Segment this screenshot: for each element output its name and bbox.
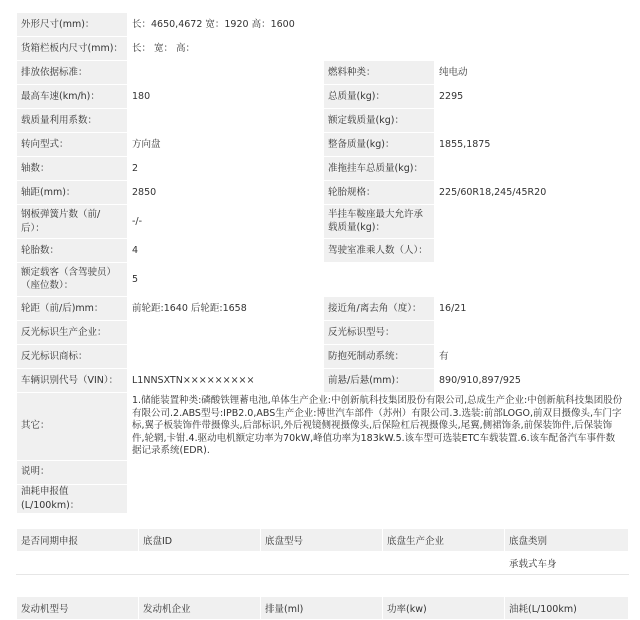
- label-abs: 防抱死制动系统：: [324, 345, 435, 369]
- label-dimensions: 外形尺寸(mm)：: [17, 13, 128, 37]
- value-total-mass: 2295: [435, 85, 629, 109]
- value-other: [128, 393, 629, 461]
- label-saddle-load: [324, 205, 435, 239]
- value-max-speed: 180: [128, 85, 324, 109]
- spec-row-track: [17, 297, 629, 321]
- label-saddle-load-text: 半挂车鞍座最大允许承载质量(kg)：: [328, 209, 424, 233]
- engine-header-cell: 油耗(L/100km): [505, 597, 629, 620]
- value-track-width: 前轮距:1640 后轮距:1658: [128, 297, 324, 321]
- value-emission-standard: [128, 61, 324, 85]
- chassis-cell: [17, 552, 139, 575]
- label-reflector-company: 反光标识生产企业：: [17, 321, 128, 345]
- spec-row-steering: [17, 133, 629, 157]
- engine-header-cell: 排量(ml): [261, 597, 383, 620]
- value-note: [128, 460, 629, 484]
- vehicle-spec-table: [16, 12, 629, 514]
- label-leaf-spring: 钢板弹簧片数（前/后）：: [17, 205, 128, 239]
- label-reflector-brand: 反光标识商标：: [17, 345, 128, 369]
- spec-row-dimensions: [17, 13, 629, 37]
- chassis-header-cell: 底盘型号: [261, 529, 383, 552]
- value-vin: L1NNSXTN×××××××××: [128, 369, 324, 393]
- chassis-header-cell: 是否同期申报: [17, 529, 139, 552]
- engine-table: [16, 596, 629, 620]
- label-vin: 车辆识别代号（VIN）：: [17, 369, 128, 393]
- chassis-header-cell: 底盘类别: [505, 529, 629, 552]
- label-approach-angle: 接近角/离去角（度）：: [324, 297, 435, 321]
- label-overhang: 前悬/后悬(mm)：: [324, 369, 435, 393]
- label-emission-standard: 排放依据标准：: [17, 61, 128, 85]
- chassis-cell: [261, 552, 383, 575]
- spec-row-cargo: [17, 37, 629, 61]
- label-load-coefficient: 载质量利用系数：: [17, 109, 128, 133]
- spec-row-tires: [17, 239, 629, 263]
- label-rated-load: 额定载质量(kg)：: [324, 109, 435, 133]
- spec-row-emission: [17, 61, 629, 85]
- spec-row-reflector-brand: [17, 345, 629, 369]
- value-steering-type: 方向盘: [128, 133, 324, 157]
- label-tire-spec: 轮胎规格：: [324, 181, 435, 205]
- value-curb-mass: 1855,1875: [435, 133, 629, 157]
- chassis-data-row: [17, 552, 629, 575]
- engine-header-cell: 发动机企业: [139, 597, 261, 620]
- value-fuel-consumption: [128, 484, 629, 513]
- label-note: 说明：: [17, 460, 128, 484]
- label-fuel-type: 燃料种类：: [324, 61, 435, 85]
- value-tire-count: 4: [128, 239, 324, 263]
- value-other-text: 1.储能装置种类:磷酸铁锂蓄电池,单体生产企业:中创新航科技集团股份有限公司,总成生产企业:中创新航科技集团股份有限公司.2.ABS型号:IPB2.0,ABS生产企业:博世汽车部件（苏州）有限公司.3.选装:前部LOGO,前双目摄像头,车门字标,翼子板装饰件带摄像头,后部标识,外后视镜侧视摄像头,后保险杠后视摄像头,尾翼,侧裙饰条,前保装饰件,后保装饰件,轮辋,卡钳.4.驱动电机额定功率为70kW,峰值功率为183kW.5.该车型可选装ETC车载装置.6.该车配备汽车事件数据记录系统(EDR).: [132, 395, 623, 456]
- value-load-coefficient: [128, 109, 324, 133]
- spec-row-fuel: [17, 484, 629, 513]
- spec-row-reflector-company: [17, 321, 629, 345]
- value-rated-load: [435, 109, 629, 133]
- label-other: 其它：: [17, 393, 128, 461]
- label-trailer-mass: 准拖挂车总质量(kg)：: [324, 157, 435, 181]
- chassis-cell: [139, 552, 261, 575]
- value-cab-passengers: [435, 239, 629, 263]
- value-approach-angle: 16/21: [435, 297, 629, 321]
- value-tire-spec: 225/60R18,245/45R20: [435, 181, 629, 205]
- value-reflector-company: [128, 321, 324, 345]
- chassis-table: [16, 528, 629, 575]
- value-fuel-type: 纯电动: [435, 61, 629, 85]
- label-rated-seats-text: 额定载客（含驾驶员）（座位数）：: [21, 267, 117, 291]
- label-tire-count: 轮胎数：: [17, 239, 128, 263]
- value-overhang: 890/910,897/925: [435, 369, 629, 393]
- engine-header-cell: 功率(kw): [383, 597, 505, 620]
- value-axle-count: 2: [128, 157, 324, 181]
- chassis-header-cell: 底盘ID: [139, 529, 261, 552]
- label-reflector-model: 反光标识型号：: [324, 321, 435, 345]
- spec-row-seats: [17, 263, 629, 297]
- spec-row-other: [17, 393, 629, 461]
- value-leaf-spring: -/-: [128, 205, 324, 239]
- value-abs: 有: [435, 345, 629, 369]
- label-curb-mass: 整备质量(kg)：: [324, 133, 435, 157]
- spec-row-wheelbase: [17, 181, 629, 205]
- label-wheelbase: 轴距(mm)：: [17, 181, 128, 205]
- chassis-cell: [383, 552, 505, 575]
- label-rated-seats: [17, 263, 128, 297]
- label-max-speed: 最高车速(km/h)：: [17, 85, 128, 109]
- spec-row-note: [17, 460, 629, 484]
- label-track-width: 轮距（前/后)mm：: [17, 297, 128, 321]
- label-cargo-box: 货箱栏板内尺寸(mm)：: [17, 37, 128, 61]
- chassis-header-cell: 底盘生产企业: [383, 529, 505, 552]
- label-total-mass: 总质量(kg)：: [324, 85, 435, 109]
- value-trailer-mass: [435, 157, 629, 181]
- value-rated-seats: 5: [128, 263, 629, 297]
- chassis-cell: 承载式车身: [505, 552, 629, 575]
- label-axle-count: 轴数：: [17, 157, 128, 181]
- label-fuel-consumption: 油耗申报值(L/100km)：: [17, 484, 128, 513]
- value-wheelbase: 2850: [128, 181, 324, 205]
- spec-row-speed: [17, 85, 629, 109]
- value-cargo-box: 长： 宽： 高：: [128, 37, 629, 61]
- engine-header-row: [17, 597, 629, 620]
- spec-row-vin: [17, 369, 629, 393]
- engine-header-cell: 发动机型号: [17, 597, 139, 620]
- value-dimensions: 长：4650,4672 宽：1920 高：1600: [128, 13, 629, 37]
- label-steering-type: 转向型式：: [17, 133, 128, 157]
- spec-row-load-coefficient: [17, 109, 629, 133]
- value-reflector-brand: [128, 345, 324, 369]
- spec-row-spring: [17, 205, 629, 239]
- spec-row-axles: [17, 157, 629, 181]
- chassis-header-row: [17, 529, 629, 552]
- value-reflector-model: [435, 321, 629, 345]
- value-saddle-load: [435, 205, 629, 239]
- label-cab-passengers: 驾驶室准乘人数（人）：: [324, 239, 435, 263]
